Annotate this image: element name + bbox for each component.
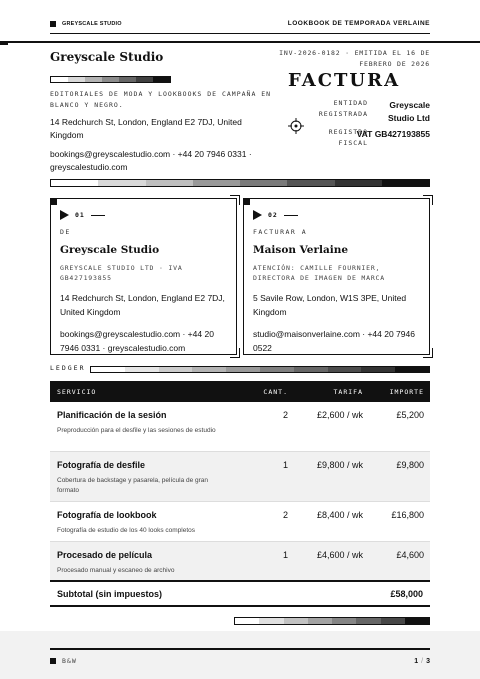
amount-cell: £16,800 xyxy=(391,510,424,520)
from-card xyxy=(50,198,237,355)
service-note: Cobertura de backstage y pasarela, película de gran formato xyxy=(57,477,209,494)
card-kicker: FACTURAR A xyxy=(253,228,308,236)
client-attention: ATENCIÓN: CAMILLE FOURNIER, DIRECTORA DE IMAGEN DE MARCA xyxy=(253,264,385,282)
square-icon xyxy=(50,658,56,664)
greyscale-swatches xyxy=(50,76,171,83)
bracket-mark xyxy=(423,195,433,205)
service-note: Fotografía de estudio de los 40 looks completos xyxy=(57,527,196,534)
dash xyxy=(91,215,105,216)
column-service: SERVICIO xyxy=(57,387,97,396)
qty-cell: 1 xyxy=(282,460,288,470)
qty-cell: 2 xyxy=(282,510,288,520)
invoice-title: FACTURA xyxy=(288,70,401,91)
amount-cell: £9,800 xyxy=(396,460,424,470)
rate-cell: £9,800 / wk xyxy=(316,460,363,470)
studio-tagline: EDITORIALES DE MODA Y LOOKBOOKS DE CAMPAÑA EN BLANCO Y NEGRO. xyxy=(50,90,272,109)
bracket-mark xyxy=(230,348,240,358)
table-row xyxy=(50,502,430,542)
client-address: 5 Savile Row, London, W1S 3PE, United Kingdom xyxy=(253,293,407,317)
bracket-mark xyxy=(423,348,433,358)
bottom-gradient-bar xyxy=(234,617,430,625)
page-total: 3 xyxy=(426,657,430,665)
card-number: 01 xyxy=(75,211,85,219)
studio-address: 14 Redchurch St, London, England E2 7DJ, United Kingdom xyxy=(50,117,242,140)
studio-label: GREYSCALE STUDIO xyxy=(62,20,122,27)
column-rate: TARIFA xyxy=(333,387,363,396)
play-icon xyxy=(60,210,69,220)
rate-cell: £4,600 / wk xyxy=(316,550,363,560)
studio-contact: bookings@greyscalestudio.com · +44 20 7946 0331 · greyscalestudio.com xyxy=(50,149,252,172)
service-title: Planificación de la sesión xyxy=(57,410,167,420)
table-row xyxy=(50,402,430,452)
tax-registry-label: REGISTRO FISCAL xyxy=(328,128,368,147)
subtotal-label: Subtotal (sin impuestos) xyxy=(57,588,163,599)
from-address: 14 Redchurch St, London, England E2 7DJ, United Kingdom xyxy=(60,293,225,317)
service-title: Fotografía de desfile xyxy=(57,460,146,470)
column-qty: CANT. xyxy=(263,387,288,396)
dash xyxy=(284,215,298,216)
service-title: Procesado de película xyxy=(57,550,153,560)
service-title: Fotografía de lookbook xyxy=(57,510,157,520)
amount-cell: £4,600 xyxy=(396,550,424,560)
rate-cell: £2,600 / wk xyxy=(316,410,363,420)
subtotal-row xyxy=(50,580,430,607)
page-separator: / xyxy=(421,657,424,665)
divider-accent xyxy=(0,43,8,45)
brand-name: Greyscale Studio xyxy=(50,50,164,64)
rate-cell: £8,400 / wk xyxy=(316,510,363,520)
table-row xyxy=(50,542,430,580)
from-name: Greyscale Studio xyxy=(60,244,160,256)
play-icon xyxy=(253,210,262,220)
page-number: 1 xyxy=(414,657,419,665)
service-note: Procesado manual y escaneo de archivo xyxy=(57,567,175,574)
crosshair-icon xyxy=(288,118,304,134)
column-amount: IMPORTE xyxy=(389,387,424,396)
registered-entity-label: ENTIDAD REGISTRADA xyxy=(318,99,368,118)
amount-cell: £5,200 xyxy=(396,410,424,420)
footer xyxy=(50,648,430,672)
registered-entity-value: Greyscale Studio Ltd xyxy=(387,100,430,123)
ledger-gradient-bar xyxy=(90,366,430,373)
square-icon xyxy=(50,21,56,27)
invoice-meta: INV-2026-0182 · EMITIDA EL 16 DE FEBRERO DE 2026 xyxy=(279,49,430,68)
gradient-bar xyxy=(50,179,430,187)
corner-mark xyxy=(50,198,57,205)
from-contact: bookings@greyscalestudio.com · +44 20 7946 0331 · greyscalestudio.com xyxy=(60,329,214,353)
client-name: Maison Verlaine xyxy=(253,244,349,256)
page-indicator xyxy=(414,658,430,665)
ledger-header xyxy=(50,381,430,402)
card-number: 02 xyxy=(268,211,278,219)
ledger-label: LEDGER xyxy=(50,364,86,372)
tax-registry-value: VAT GB427193855 xyxy=(356,129,430,139)
from-subtitle: GREYSCALE STUDIO LTD · IVA GB427193855 xyxy=(60,264,183,282)
table-row xyxy=(50,452,430,502)
top-bar xyxy=(50,14,430,34)
divider xyxy=(0,41,480,43)
card-kicker: DE xyxy=(60,228,71,236)
collection-label: LOOKBOOK DE TEMPORADA VERLAINE xyxy=(287,20,430,27)
client-contact: studio@maisonverlaine.com · +44 20 7946 0522 xyxy=(253,329,415,353)
service-note: Preproducción para el desfile y las sesiones de estudio xyxy=(57,427,216,434)
bill-to-card xyxy=(243,198,430,355)
qty-cell: 2 xyxy=(282,410,288,420)
studio-mark xyxy=(50,21,122,27)
footer-label: B&W xyxy=(62,657,77,665)
subtotal-value: £58,000 xyxy=(390,588,423,599)
qty-cell: 1 xyxy=(282,550,288,560)
corner-mark xyxy=(243,198,250,205)
bracket-mark xyxy=(230,195,240,205)
